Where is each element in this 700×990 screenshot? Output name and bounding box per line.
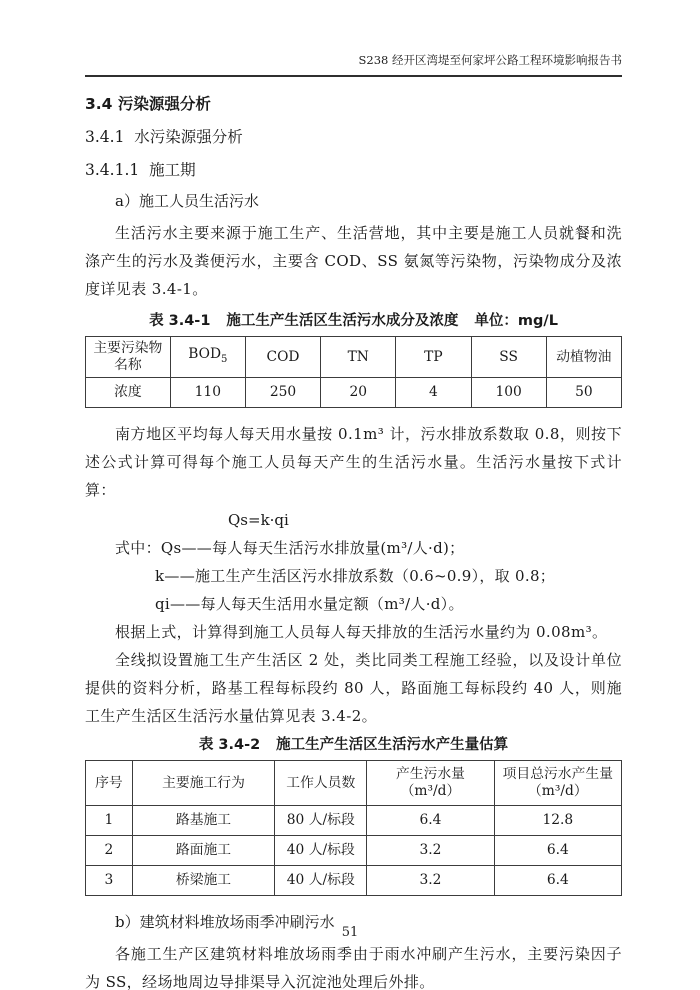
t2-header-sewage: 产生污水量（m³/d）: [367, 761, 494, 806]
table-row: [86, 378, 622, 408]
t1-value-tp: 4: [396, 378, 471, 408]
t1-header-tn: TN: [321, 337, 396, 378]
t2-cell: 桥梁施工: [132, 866, 274, 896]
t2-cell: 3: [86, 866, 133, 896]
t2-cell: 2: [86, 836, 133, 866]
section-heading-3-4-1: 3.4.1 水污染源强分析: [85, 128, 243, 146]
t2-cell: 40 人/标段: [275, 836, 367, 866]
table-row: [86, 761, 622, 806]
formula-where-qi: qi——每人每天生活用水量定额（m³/人·d）。: [155, 595, 464, 613]
paragraph-domestic-sewage: 生活污水主要来源于施工生产、生活营地，其中主要是施工人员就餐和洗涤产生的污水及粪便污水，主要含 COD、SS 氨氮等污染物，污染物成分及浓度详见表 3.4-1。: [85, 224, 622, 298]
t1-header-bod5: $BOD_5$: [170, 337, 245, 378]
t2-cell: 6.4: [367, 806, 494, 836]
t2-header-activity: 主要施工行为: [132, 761, 274, 806]
table-row: [86, 836, 622, 866]
table-3-4-1-caption: [85, 312, 622, 331]
table-row: [86, 806, 622, 836]
t2-cell: 路面施工: [132, 836, 274, 866]
paragraph-camps: 全线拟设置施工生产生活区 2 处，类比同类工程施工经验，以及设计单位提供的资料分析，路基工程每标段约 80 人，路面施工每标段约 40 人，则施工生产生活区生活污水量估算见表 3.4-2。: [85, 651, 622, 725]
t2-cell: 3.2: [367, 866, 494, 896]
t1-header-tp: TP: [396, 337, 471, 378]
table-3-4-2-caption: [85, 736, 622, 755]
table-3-4-1-unit: 单位：mg/L: [474, 313, 558, 329]
t1-row-label: 浓度: [86, 378, 171, 408]
table-3-4-2: [85, 760, 622, 896]
t1-value-cod: 250: [245, 378, 320, 408]
t2-header-workers: 工作人员数: [275, 761, 367, 806]
t1-header-oil: 动植物油: [546, 337, 621, 378]
table-3-4-1-label: 表 3.4-1: [149, 313, 211, 329]
t2-header-index: 序号: [86, 761, 133, 806]
list-item-b: b）建筑材料堆放场雨季冲刷污水: [115, 913, 335, 931]
section-heading-3-4: 3.4 污染源强分析: [85, 95, 211, 113]
t1-header-cod: COD: [245, 337, 320, 378]
t1-header-ss: SS: [471, 337, 546, 378]
t1-value-ss: 100: [471, 378, 546, 408]
t2-cell: 1: [86, 806, 133, 836]
t1-value-oil: 50: [546, 378, 621, 408]
formula-qs: Qs=k·qi: [228, 511, 289, 529]
t1-header-pollutant-name: 主要污染物名称: [86, 337, 171, 378]
paragraph-result: 根据上式，计算得到施工人员每人每天排放的生活污水量约为 0.08m³。: [115, 623, 608, 641]
list-item-a: a）施工人员生活污水: [115, 192, 259, 210]
t2-cell: 80 人/标段: [275, 806, 367, 836]
formula-where-k: k——施工生产生活区污水排放系数（0.6~0.9），取 0.8；: [155, 567, 556, 585]
t2-cell: 12.8: [494, 806, 621, 836]
section-heading-3-4-1-1: 3.4.1.1 施工期: [85, 161, 196, 179]
page-number: 51: [341, 925, 359, 940]
t2-cell: 3.2: [367, 836, 494, 866]
t1-value-tn: 20: [321, 378, 396, 408]
t2-cell: 6.4: [494, 866, 621, 896]
page-content: [85, 52, 622, 990]
table-3-4-1: [85, 336, 622, 408]
t2-cell: 6.4: [494, 836, 621, 866]
table-row: [86, 337, 622, 378]
table-row: [86, 866, 622, 896]
paragraph-water-usage: 南方地区平均每人每天用水量按 0.1m³ 计，污水排放系数取 0.8，则按下述公式计算可得每个施工人员每天产生的生活污水量。生活污水量按下式计算：: [85, 425, 622, 499]
t1-value-bod5: 110: [170, 378, 245, 408]
t2-header-total: 项目总污水产生量 （m³/d）: [494, 761, 621, 806]
report-header-title: S238 经开区湾堤至何家坪公路工程环境影响报告书: [85, 52, 622, 77]
table-3-4-1-title: 施工生产生活区生活污水成分及浓度: [226, 313, 459, 329]
formula-where-qs: 式中：Qs——每人每天生活污水排放量(m³/人·d)；: [115, 539, 465, 557]
t2-cell: 路基施工: [132, 806, 274, 836]
t2-cell: 40 人/标段: [275, 866, 367, 896]
table-3-4-2-title: 施工生产生活区生活污水产生量估算: [276, 737, 509, 753]
table-3-4-2-label: 表 3.4-2: [198, 737, 261, 753]
paragraph-rain-wash: 各施工生产区建筑材料堆放场雨季由于雨水冲刷产生污水，主要污染因子为 SS，经场地周边导排渠导入沉淀池处理后外排。: [85, 945, 622, 990]
